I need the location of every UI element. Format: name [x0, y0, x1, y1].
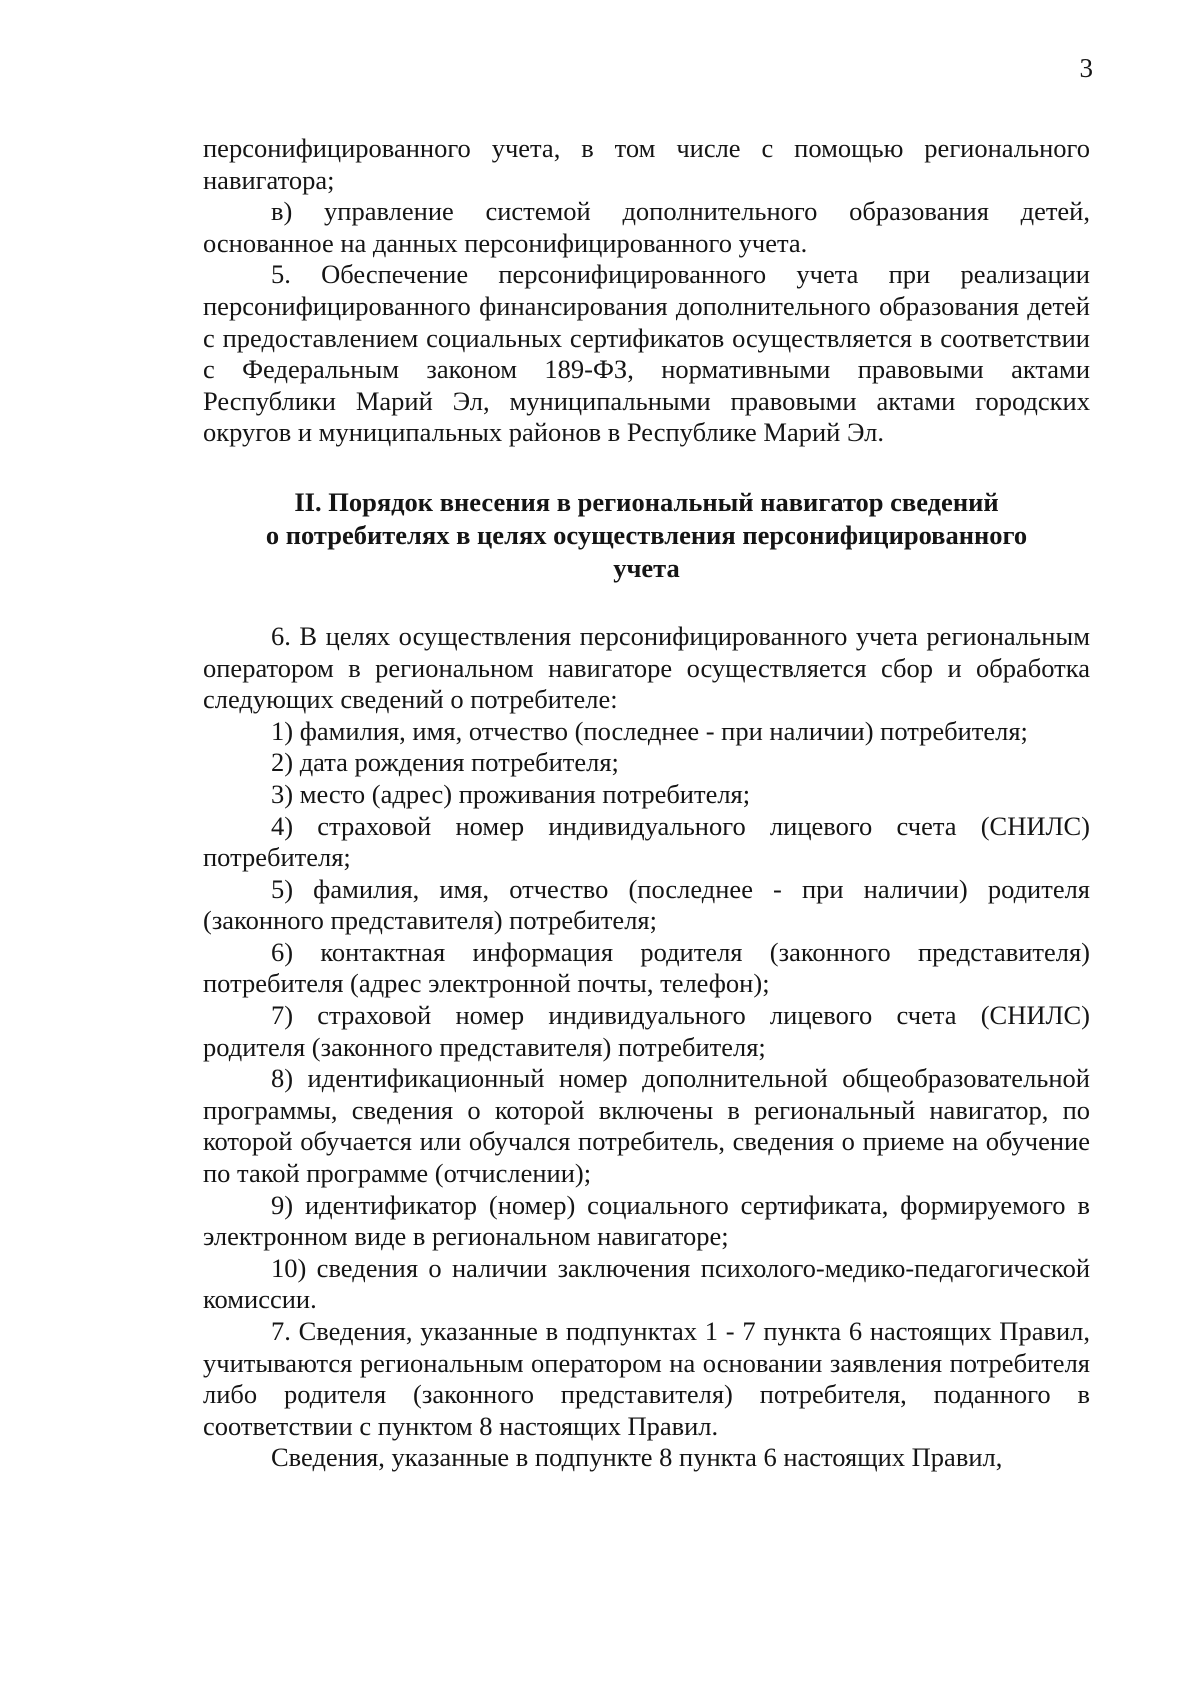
- section-title-line: учета: [613, 552, 680, 583]
- section-title: [203, 486, 1090, 585]
- list-item: 5) фамилия, имя, отчество (последнее - при наличии) родителя (законного представителя) потребителя;: [203, 873, 1090, 936]
- section-title-line: о потребителях в целях осуществления персонифицированного: [265, 519, 1028, 550]
- list-item: 9) идентификатор (номер) социального сертификата, формируемого в электронном виде в региональном навигаторе;: [203, 1189, 1090, 1252]
- list-item: 8) идентификационный номер дополнительной общеобразовательной программы, сведения о которой включены в региональный навигатор, по которой обучается или обучался потребитель, сведения о приеме на обучение по такой программе (отчислении);: [203, 1063, 1090, 1189]
- list-item: 6) контактная информация родителя (законного представителя) потребителя (адрес электронной почты, телефон);: [203, 936, 1090, 999]
- list-item: 3) место (адрес) проживания потребителя;: [271, 778, 751, 809]
- paragraph: в) управление системой дополнительного образования детей, основанное на данных персонифицированного учета.: [203, 196, 1090, 258]
- paragraph: персонифицированного учета, в том числе с помощью регионального навигатора;: [203, 133, 1090, 195]
- document-body: [203, 133, 1090, 1474]
- paragraph: Сведения, указанные в подпункте 8 пункта 6 настоящих Правил,: [271, 1442, 1003, 1473]
- list-item: 4) страховой номер индивидуального лицевого счета (СНИЛС) потребителя;: [203, 810, 1090, 873]
- section-title-line: II. Порядок внесения в региональный навигатор сведений: [294, 486, 999, 517]
- list-item: 10) сведения о наличии заключения психолого-медико-педагогической комиссии.: [203, 1252, 1090, 1315]
- list-item: 1) фамилия, имя, отчество (последнее - при наличии) потребителя;: [271, 715, 1028, 746]
- paragraph: 7. Сведения, указанные в подпунктах 1 - 7 пункта 6 настоящих Правил, учитываются региональным оператором на основании заявления потребителя либо родителя (законного представителя) потребителя, поданного в соответствии с пунктом 8 настоящих Правил.: [203, 1316, 1090, 1441]
- paragraph: 5. Обеспечение персонифицированного учета при реализации персонифицированного финансирования дополнительного образования детей с предоставлением социальных сертификатов осуществляется в соответствии с Федеральным законом 189-ФЗ, нормативными правовыми актами Республики Марий Эл, муниципальными правовыми актами городских округов и муниципальных районов в Республике Марий Эл.: [203, 259, 1090, 448]
- paragraph: 6. В целях осуществления персонифицированного учета региональным оператором в региональном навигаторе осуществляется сбор и обработка следующих сведений о потребителе:: [203, 620, 1090, 715]
- list-item: 2) дата рождения потребителя;: [271, 747, 619, 778]
- page-number: 3: [1079, 53, 1093, 83]
- list-item: 7) страховой номер индивидуального лицевого счета (СНИЛС) родителя (законного представителя) потребителя;: [203, 1000, 1090, 1062]
